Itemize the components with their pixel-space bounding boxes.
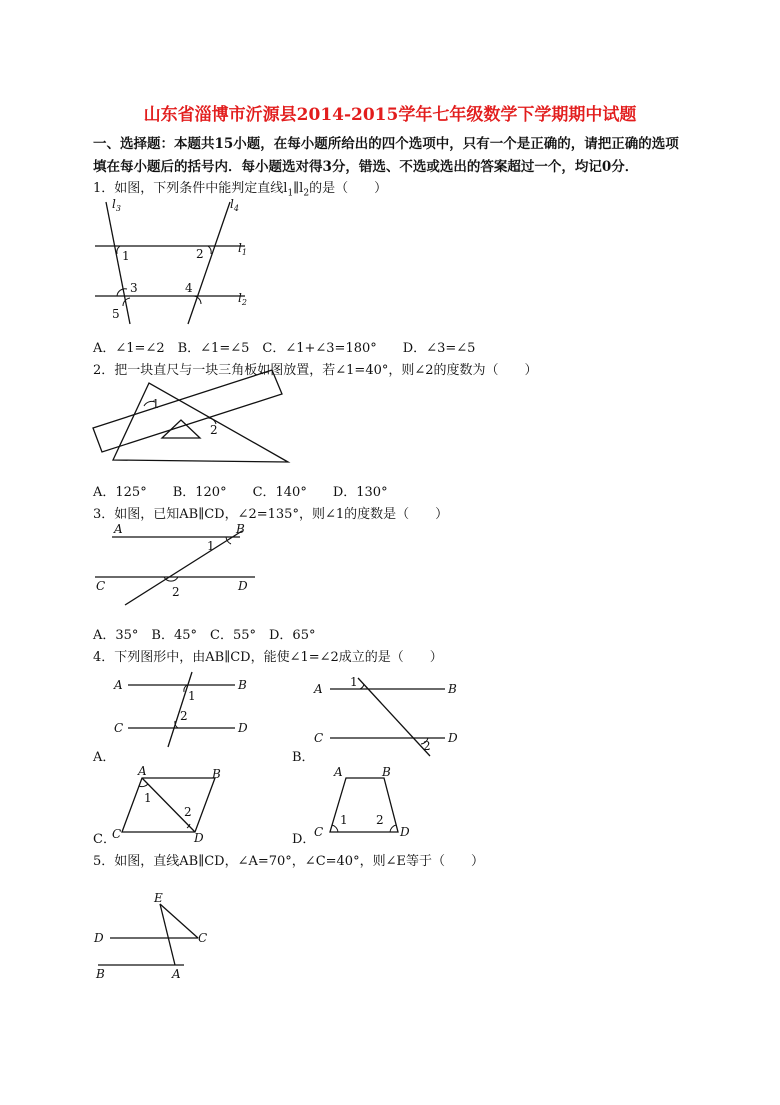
q4a-label-C: C: [114, 721, 124, 735]
q1-angle-3: 3: [130, 281, 138, 295]
q3-label-B: B: [236, 522, 245, 536]
q4b-angle-1: 1: [350, 675, 358, 689]
q3-angle-1: 1: [207, 539, 215, 553]
q5-figure: [90, 888, 220, 983]
q3-figure: [90, 520, 260, 610]
q2-options: A．125° B．120° C．140° D．130°: [93, 485, 388, 500]
q4c-label-B: B: [212, 767, 221, 781]
q4d-angle-1: 1: [340, 813, 348, 827]
q4c-label-A: A: [138, 764, 147, 778]
q4c-angle-2: 2: [184, 805, 192, 819]
q1-angle-2: 2: [196, 247, 204, 261]
q4c-label-D: D: [194, 831, 204, 845]
q1-angle-5: 5: [112, 307, 120, 321]
q3-label-A: A: [114, 522, 123, 536]
q4b-angle-2: 2: [423, 739, 431, 753]
q4-option-label-c: C．: [93, 832, 116, 847]
q1-options: A．∠1=∠2 B．∠1=∠5 C．∠1+∠3=180° D．∠3=∠5: [93, 341, 476, 356]
q3-label-D: D: [238, 579, 248, 593]
q4d-label-A: A: [334, 765, 343, 779]
q3-angle-2: 2: [172, 585, 180, 599]
q4a-label-B: B: [238, 678, 247, 692]
q1-label-l1: $l_1$: [238, 241, 247, 257]
section-instructions-line2: 填在每小题后的括号内．每小题选对得3分，错选、不选或选出的答案超过一个，均记0分．: [93, 159, 639, 175]
q1-figure: [90, 196, 260, 331]
section-instructions-line1: 一、选择题：本题共15小题，在每小题所给出的四个选项中，只有一个是正确的，请把正确的选项: [93, 136, 679, 152]
q4b-label-B: B: [448, 682, 457, 696]
q4b-label-C: C: [314, 731, 324, 745]
q4-option-label-a: A．: [93, 750, 116, 765]
q4b-label-D: D: [448, 731, 458, 745]
q3-label-C: C: [96, 579, 106, 593]
q5-label-C: C: [198, 931, 208, 945]
q3-options: A．35° B．45° C．55° D．65°: [93, 628, 316, 643]
q4-stem: 4．下列图形中，由AB∥CD，能使∠1=∠2成立的是（ ）: [93, 650, 443, 665]
q4-option-label-b: B．: [292, 750, 315, 765]
q1-stem: 1．如图，下列条件中能判定直线$l_1\parallel l_2$的是（ ）: [93, 181, 388, 199]
q1-angle-4: 4: [185, 281, 193, 295]
q4b-label-A: A: [314, 682, 323, 696]
q4d-angle-2: 2: [376, 813, 384, 827]
q4c-angle-1: 1: [144, 791, 152, 805]
page-title: 山东省淄博市沂源县2014-2015学年七年级数学下学期期中试题: [143, 105, 637, 125]
q4d-label-B: B: [382, 765, 391, 779]
q4-figure-d: [310, 764, 430, 844]
q2-angle-2: 2: [210, 423, 218, 437]
q5-label-E: E: [154, 891, 163, 905]
q2-stem: 2．把一块直尺与一块三角板如图放置，若∠1=40°，则∠2的度数为（ ）: [93, 363, 538, 378]
q4a-label-D: D: [238, 721, 248, 735]
q4-option-label-d: D．: [292, 832, 316, 847]
q4a-angle-1: 1: [188, 689, 196, 703]
q5-label-B: B: [96, 967, 105, 981]
q4-figure-c: [110, 764, 230, 844]
q5-stem: 5．如图，直线AB∥CD，∠A=70°，∠C=40°，则∠E等于（ ）: [93, 854, 484, 869]
q2-angle-1: 1: [152, 397, 160, 411]
q1-angle-1: 1: [122, 249, 130, 263]
q4d-label-C: C: [314, 825, 324, 839]
q4a-angle-2: 2: [180, 709, 188, 723]
q1-label-l3: $l_3$: [112, 197, 121, 213]
q4c-label-C: C: [112, 827, 122, 841]
q5-label-D: D: [94, 931, 104, 945]
q4a-label-A: A: [114, 678, 123, 692]
q1-label-l2: $l_2$: [238, 291, 247, 307]
q3-stem: 3．如图，已知AB∥CD，∠2=135°，则∠1的度数是（ ）: [93, 507, 449, 522]
q5-label-A: A: [172, 967, 181, 981]
q4-figure-b: [310, 672, 470, 762]
q2-figure: [90, 378, 300, 468]
q4d-label-D: D: [400, 825, 410, 839]
q1-label-l4: $l_4$: [230, 197, 239, 213]
q4-figure-a: [110, 670, 260, 750]
